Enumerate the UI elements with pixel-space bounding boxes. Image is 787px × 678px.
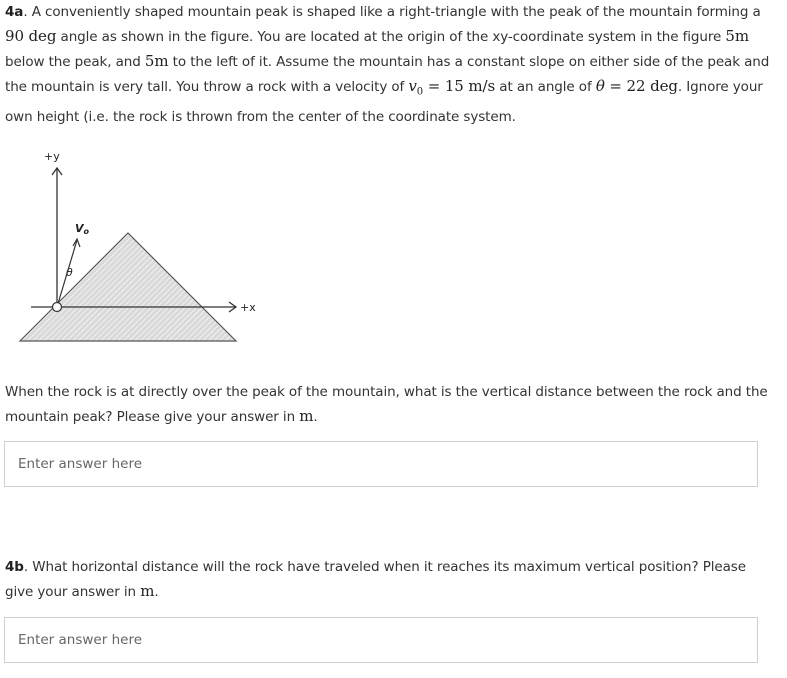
- theta-value: = 22 deg: [604, 77, 678, 95]
- angle-label: θ: [66, 266, 73, 279]
- velocity-value: = 15 m/s: [423, 77, 496, 95]
- mountain-diagram: [0, 140, 280, 355]
- problem-4a-statement: 4a. A conveniently shaped mountain peak is shaped like a right-triangle with the peak of the mountain forming a 90 deg angle as shown in the figure. You are located at the origin of the xy-coordinate system in the figure 5m below the peak, and 5m to the left of it. Assume the mountain has a constant slope on either side of the peak and the mountain is very tall. You throw a rock with a velocity of $v_0 = 15$ m/s at an angle of θ = 22 deg. Ignore your own height (i.e. the rock is thrown from the center of the coordinate system.: [5, 4, 770, 125]
- velocity-label: Vo: [75, 222, 90, 236]
- problem-4b-question: 4b. What horizontal distance will the rock have traveled when it reaches its maximum vertical position? Please give your answer in m.: [5, 559, 746, 600]
- theta-symbol: θ: [595, 77, 605, 95]
- mountain-triangle: [20, 233, 236, 341]
- unit-m: m: [140, 582, 155, 600]
- problem-label: 4a: [5, 4, 24, 20]
- left-value: 5m: [144, 52, 169, 70]
- answer-input-4b[interactable]: [4, 617, 758, 663]
- x-axis-label: +x: [240, 301, 256, 314]
- unit-m: m: [299, 407, 314, 425]
- answer-input-4a[interactable]: [4, 441, 758, 487]
- problem-4a-question: When the rock is at directly over the peak of the mountain, what is the vertical distance between the rock and the mountain peak? Please give your answer in m.: [5, 384, 768, 425]
- origin-point: [53, 303, 62, 312]
- y-axis-label: +y: [44, 150, 60, 163]
- problem-label: 4b: [5, 559, 24, 575]
- angle-value: 90 deg: [5, 27, 57, 45]
- velocity-symbol: v: [408, 77, 417, 95]
- below-value: 5m: [725, 27, 749, 45]
